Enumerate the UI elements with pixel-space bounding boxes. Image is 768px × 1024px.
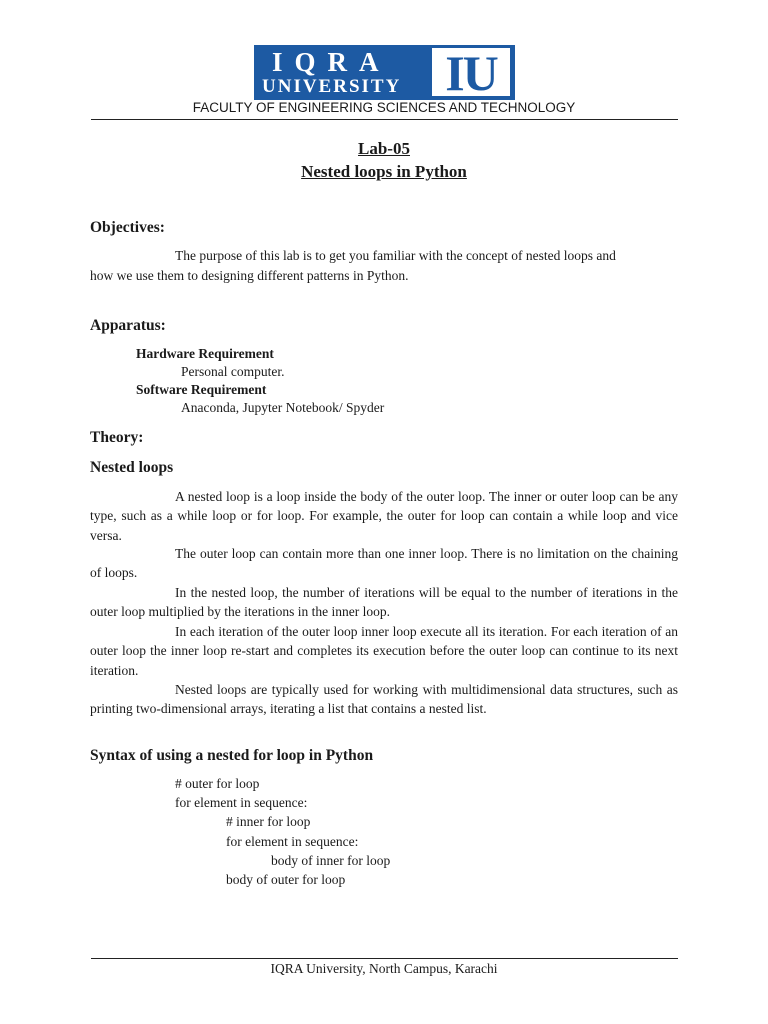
nested-loops-heading: Nested loops <box>90 459 174 476</box>
objectives-heading: Objectives: <box>90 219 165 236</box>
footer-rule <box>91 958 678 959</box>
theory-paragraph-3: In the nested loop, the number of iterations will be equal to the number of iterations in the outer loop multiplied by the iterations in the inner loop. <box>90 585 678 620</box>
logo-subtitle: UNIVERSITY <box>262 76 402 97</box>
code-line: body of outer for loop <box>226 872 346 887</box>
logo-name: IQRA <box>272 47 391 77</box>
theory-paragraph-4: In each iteration of the outer loop inner loop execute all its iteration. For each iteration of an outer loop the inner loop re-start and completes its execution before the outer loop can continue to its next iteration. <box>90 624 678 678</box>
logo-mark: IU <box>432 48 510 96</box>
objectives-line-1: The purpose of this lab is to get you familiar with the concept of nested loops and <box>175 248 616 263</box>
faculty-name: FACULTY OF ENGINEERING SCIENCES AND TECHNOLOGY <box>192 100 576 115</box>
hardware-value: Personal computer. <box>181 364 285 379</box>
software-label: Software Requirement <box>136 382 267 397</box>
software-value: Anaconda, Jupyter Notebook/ Spyder <box>181 400 385 415</box>
syntax-heading: Syntax of using a nested for loop in Python <box>90 747 374 764</box>
hardware-label: Hardware Requirement <box>136 346 274 361</box>
theory-heading: Theory: <box>90 429 144 446</box>
code-line: for element in sequence: <box>226 834 359 849</box>
theory-paragraph-5: Nested loops are typically used for working with multidimensional data structures, such as printing two-dimensional arrays, iterating a list that contains a nested list. <box>90 682 678 717</box>
header-rule <box>91 119 678 120</box>
code-line: body of inner for loop <box>271 853 391 868</box>
code-line: # outer for loop <box>175 776 260 791</box>
code-line: # inner for loop <box>226 814 311 829</box>
theory-paragraph-2: The outer loop can contain more than one inner loop. There is no limitation on the chaining of loops. <box>90 546 678 581</box>
lab-topic: Nested loops in Python <box>301 162 467 181</box>
objectives-line-2: how we use them to designing different patterns in Python. <box>90 268 409 283</box>
apparatus-heading: Apparatus: <box>90 317 166 334</box>
lab-number: Lab-05 <box>358 139 410 158</box>
code-line: for element in sequence: <box>175 795 308 810</box>
footer-text: IQRA University, North Campus, Karachi <box>270 961 498 976</box>
theory-paragraph-1: A nested loop is a loop inside the body of the outer loop. The inner or outer loop can be any type, such as a while loop or for loop. For example, the outer for loop can contain a while loop and vice versa. <box>90 489 678 543</box>
university-logo <box>254 45 515 100</box>
